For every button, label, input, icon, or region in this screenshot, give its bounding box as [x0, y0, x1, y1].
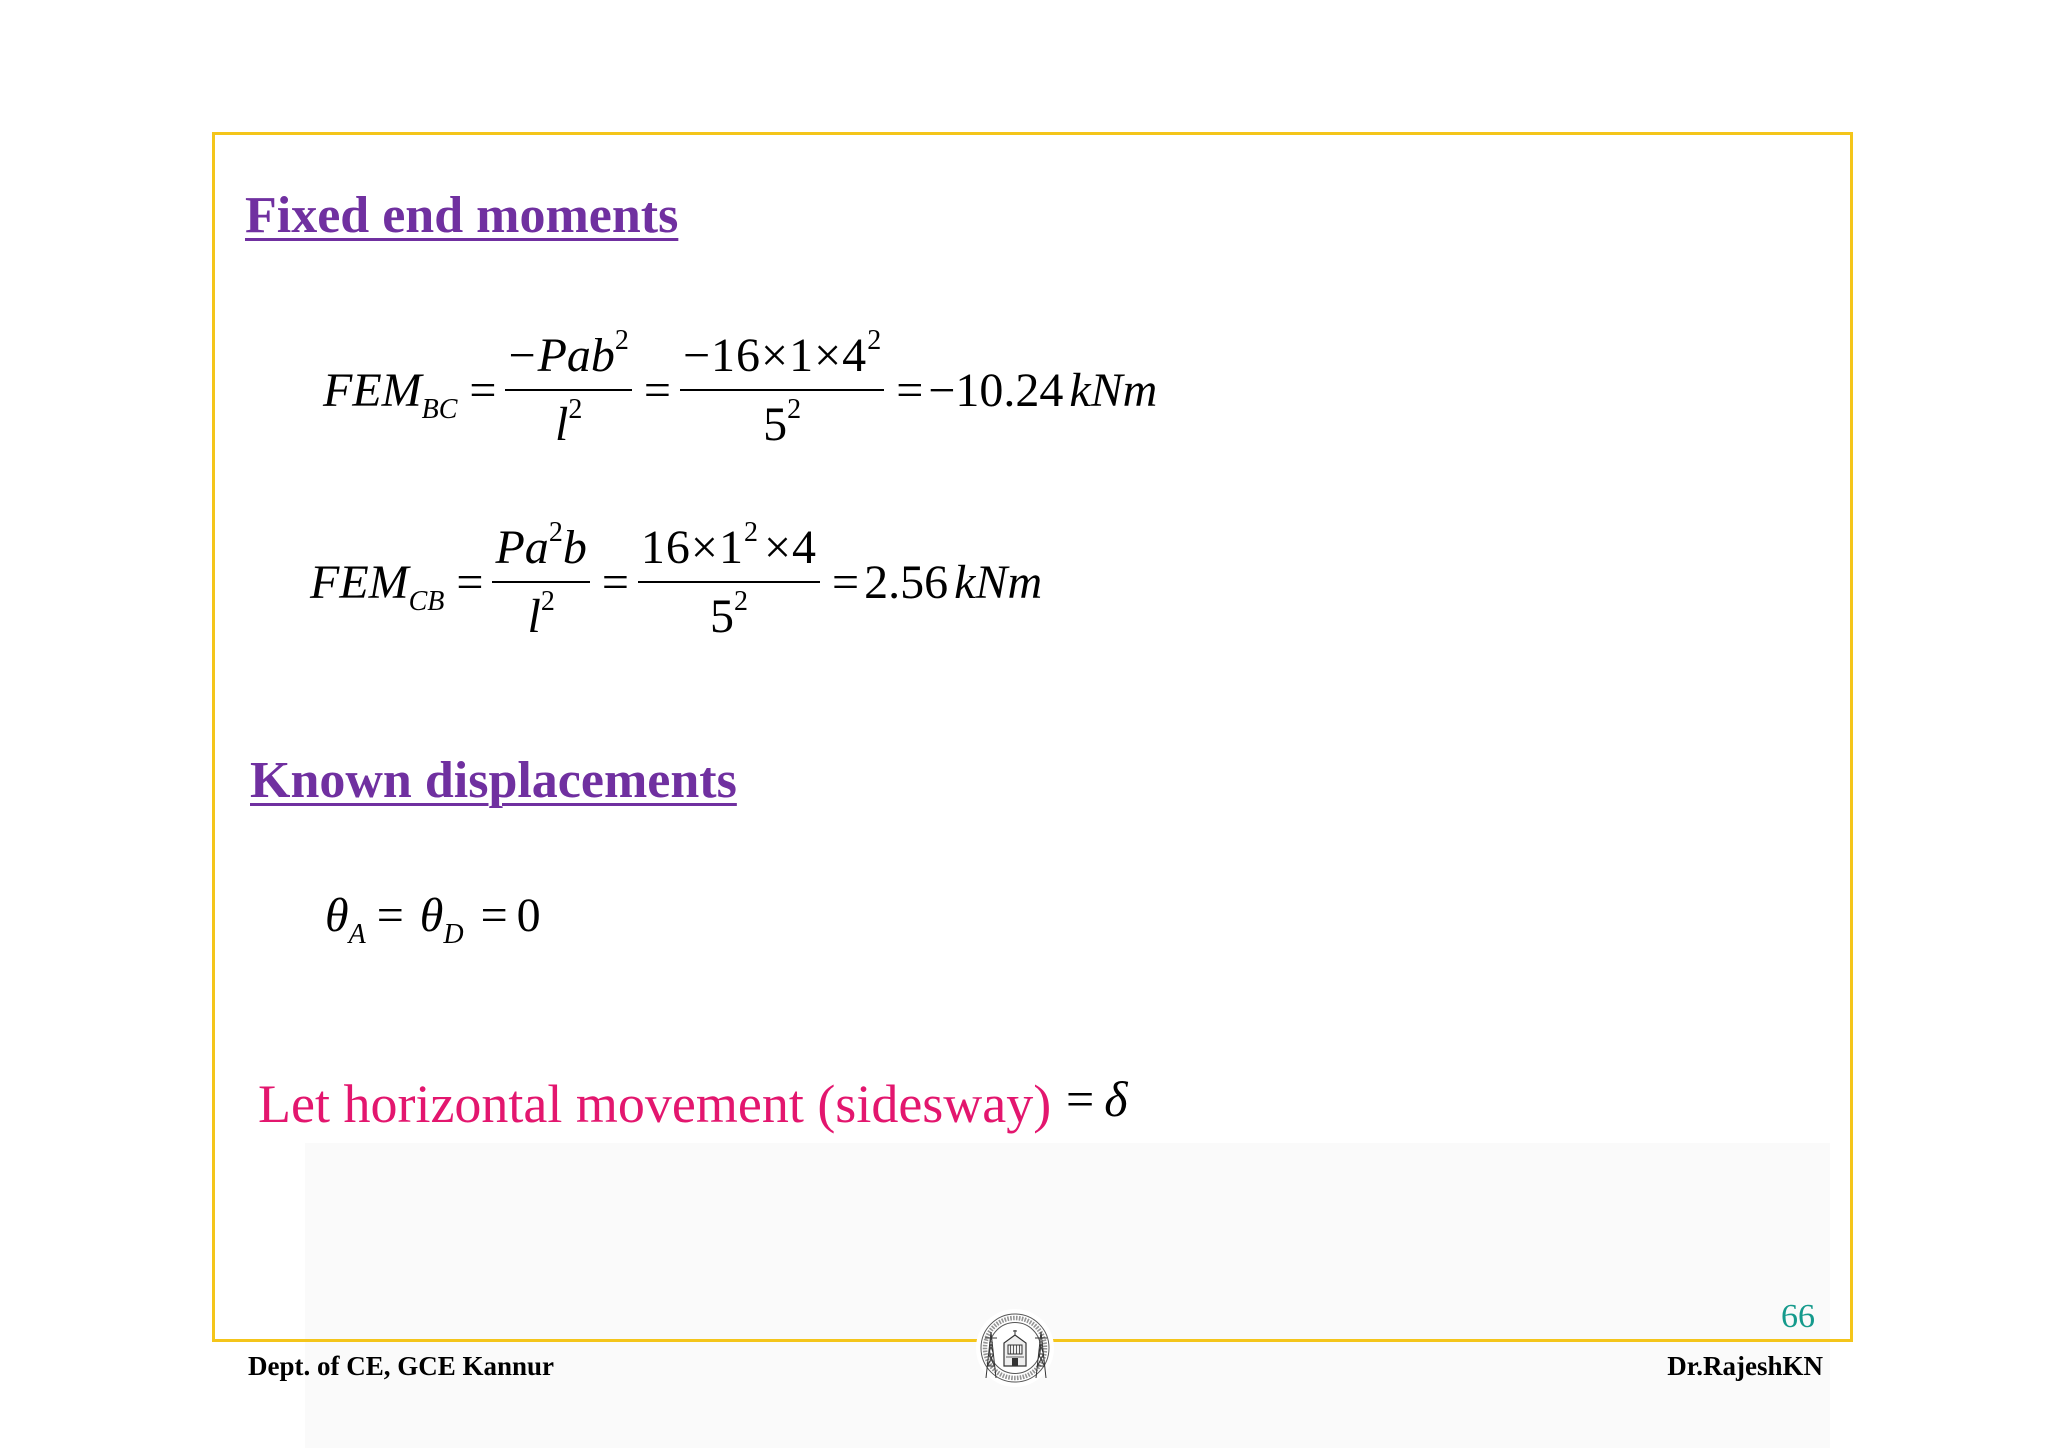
fem-symbol: FEM	[310, 555, 409, 609]
rotation-equation	[325, 889, 541, 950]
denominator-symbol: l	[555, 398, 569, 451]
fraction-denominator	[760, 391, 804, 449]
superscript: 2	[548, 517, 563, 548]
numerator-symbols: Pa	[495, 521, 549, 574]
equals-sign: =	[480, 889, 508, 942]
college-emblem-logo	[975, 1308, 1055, 1388]
page-number: 66	[1781, 1298, 1815, 1335]
footer-author: Dr.RajeshKN	[1667, 1351, 1823, 1381]
result-unit: kNm	[954, 555, 1043, 609]
denominator-symbol: l	[527, 590, 541, 643]
rotation-value: 0	[516, 889, 541, 942]
fraction-numerator	[505, 325, 631, 389]
numeric-fraction	[680, 325, 884, 451]
fraction-denominator	[552, 391, 585, 449]
fraction-numerator	[492, 517, 589, 581]
superscript: 2	[540, 586, 555, 617]
footer-department: Dept. of CE, GCE Kannur	[248, 1351, 555, 1381]
sidesway-statement: Let horizontal movement (sidesway)	[258, 1074, 1052, 1134]
superscript: 2	[787, 394, 802, 425]
equals-sign: =	[643, 363, 671, 417]
theta-subscript: A	[348, 919, 366, 950]
result-value: 2.56	[864, 555, 949, 609]
equals-sign: =	[376, 889, 404, 942]
known-displacements-heading: Known displacements	[250, 752, 737, 809]
superscript: 2	[743, 517, 758, 548]
fraction-numerator	[638, 517, 820, 581]
superscript: 2	[568, 394, 583, 425]
superscript: 2	[867, 325, 882, 356]
superscript: 2	[733, 586, 748, 617]
numerator-symbols: Pab	[537, 329, 615, 382]
numerator-value: ×4	[763, 521, 818, 574]
theta-symbol: θ	[419, 889, 444, 942]
superscript: 2	[614, 325, 629, 356]
slide-frame	[212, 132, 1853, 1342]
fem-cb-lhs	[310, 555, 445, 617]
numerator-value: 16×1	[640, 521, 744, 574]
denominator-value: 5	[709, 590, 734, 643]
numeric-fraction	[638, 517, 820, 643]
equals-sign: =	[469, 363, 497, 417]
result-unit: kNm	[1069, 363, 1158, 417]
fem-cb-equation	[310, 517, 1043, 643]
fem-subscript: BC	[421, 393, 458, 425]
minus-sign: −	[508, 329, 536, 382]
college-emblem-icon	[975, 1308, 1055, 1388]
fem-subscript: CB	[408, 585, 445, 617]
denominator-value: 5	[763, 398, 788, 451]
formula-fraction	[492, 517, 589, 643]
formula-fraction	[505, 325, 631, 451]
equals-sign: =	[1066, 1071, 1095, 1127]
delta-symbol: δ	[1104, 1071, 1128, 1127]
fraction-denominator	[524, 583, 557, 641]
equals-sign: =	[832, 555, 860, 609]
theta-subscript: D	[443, 919, 464, 950]
theta-symbol: θ	[325, 889, 349, 942]
sidesway-symbol-expression	[1066, 1071, 1128, 1127]
fem-symbol: FEM	[323, 363, 422, 417]
fem-bc-lhs	[323, 363, 458, 425]
numerator-symbols: b	[562, 521, 587, 574]
equals-sign: =	[896, 363, 924, 417]
fraction-numerator	[680, 325, 884, 389]
fem-bc-equation	[323, 325, 1158, 451]
numerator-value: −16×1×4	[682, 329, 868, 382]
equals-sign: =	[456, 555, 484, 609]
equals-sign: =	[601, 555, 629, 609]
result-value: −10.24	[928, 363, 1064, 417]
fraction-denominator	[707, 583, 751, 641]
fixed-end-moments-heading: Fixed end moments	[245, 187, 679, 244]
